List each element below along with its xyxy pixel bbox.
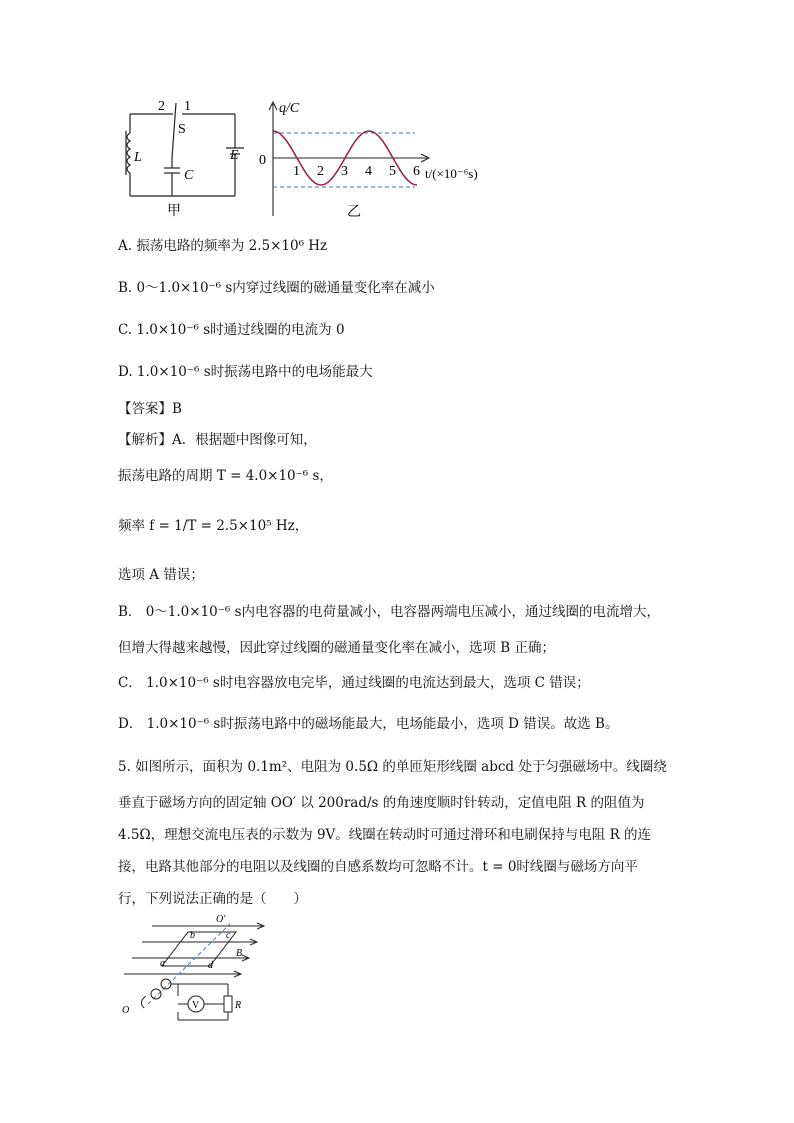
label-r: R — [235, 1000, 242, 1011]
option-b[interactable]: B. 0～1.0×10⁻⁶ s内穿过线圈的磁通量变化率在减小 — [118, 280, 435, 296]
option-c[interactable]: C. 1.0×10⁻⁶ s时通过线圈的电流为 0 — [118, 322, 345, 338]
analysis-line-6: 但增大得越来越慢，因此穿过线圈的磁通量变化率在减小，选项 B 正确； — [118, 640, 556, 656]
caption-yi: 乙 — [347, 205, 361, 220]
label-1: 1 — [184, 99, 191, 114]
x-tick-label: 4 — [365, 164, 372, 179]
x-tick-label: 1 — [293, 164, 300, 179]
label-c: c — [226, 930, 231, 941]
label-field-b: B — [236, 948, 243, 959]
label-2: 2 — [158, 99, 165, 114]
label-a: a — [160, 958, 165, 969]
label-l: L — [134, 150, 142, 165]
q5-line-3: 4.5Ω，理想交流电压表的示数为 9V。线圈在转动时可通过滑环和电刷保持与电阻 R 的连 — [118, 827, 652, 843]
caption-jia: 甲 — [167, 204, 181, 218]
q5-line-5: 行，下列说法正确的是（ ） — [118, 891, 307, 907]
q-t-graph — [255, 98, 495, 220]
analysis-line-4: 选项 A 错误； — [118, 567, 204, 583]
analysis-line-7: C． 1.0×10⁻⁶ s时电容器放电完毕，通过线圈的电流达到最大，选项 C 错误； — [118, 675, 590, 691]
label-b: b — [190, 930, 195, 941]
lc-circuit-figure — [118, 98, 253, 218]
rotating-coil-figure — [118, 912, 278, 1022]
analysis-line-1: 【解析】A．根据题中图像可知， — [118, 432, 317, 448]
label-c: C — [184, 168, 194, 183]
x-tick-label: 3 — [341, 164, 348, 179]
label-o-prime: O′ — [216, 914, 226, 925]
y-axis-label: q/C — [279, 101, 300, 116]
analysis-line-8: D． 1.0×10⁻⁶ s时振荡电路中的磁场能最大，电场能最小，选项 D 错误。故选 B。 — [118, 716, 619, 732]
analysis-line-5: B． 0～1.0×10⁻⁶ s内电容器的电荷量减小，电容器两端电压减小，通过线圈的电流增大， — [118, 604, 661, 620]
q5-line-1: 5. 如图所示，面积为 0.1m²、电阻为 0.5Ω 的单匝矩形线圈 abcd 处于匀强磁场中。线圈绕 — [118, 759, 667, 775]
option-a[interactable]: A. 振荡电路的频率为 2.5×10⁶ Hz — [118, 238, 328, 254]
analysis-line-2: 振荡电路的周期 T = 4.0×10⁻⁶ s， — [118, 468, 333, 484]
label-o: O — [122, 1005, 130, 1016]
option-d[interactable]: D. 1.0×10⁻⁶ s时振荡电路中的电场能最大 — [118, 364, 373, 380]
x-tick-label: 6 — [413, 164, 420, 179]
q5-line-4: 接，电路其他部分的电阻以及线圈的自感系数均可忽略不计。t = 0时线圈与磁场方向平 — [118, 859, 638, 875]
label-voltmeter: V — [192, 1000, 200, 1011]
origin-label: 0 — [259, 153, 266, 168]
analysis-line-3: 频率 f = 1/T = 2.5×10⁵ Hz， — [118, 518, 309, 534]
answer-line: 【答案】B — [118, 401, 182, 417]
label-s: S — [178, 122, 186, 137]
label-d: d — [208, 960, 213, 971]
q5-line-2: 垂直于磁场方向的固定轴 OO′ 以 200rad/s 的角速度顺时针转动，定值电阻 R 的阻值为 — [118, 795, 645, 811]
x-tick-label: 5 — [389, 164, 396, 179]
x-tick-label: 2 — [317, 164, 324, 179]
x-axis-label: t/(×10⁻⁶s) — [425, 166, 478, 181]
label-e: E — [230, 148, 239, 163]
